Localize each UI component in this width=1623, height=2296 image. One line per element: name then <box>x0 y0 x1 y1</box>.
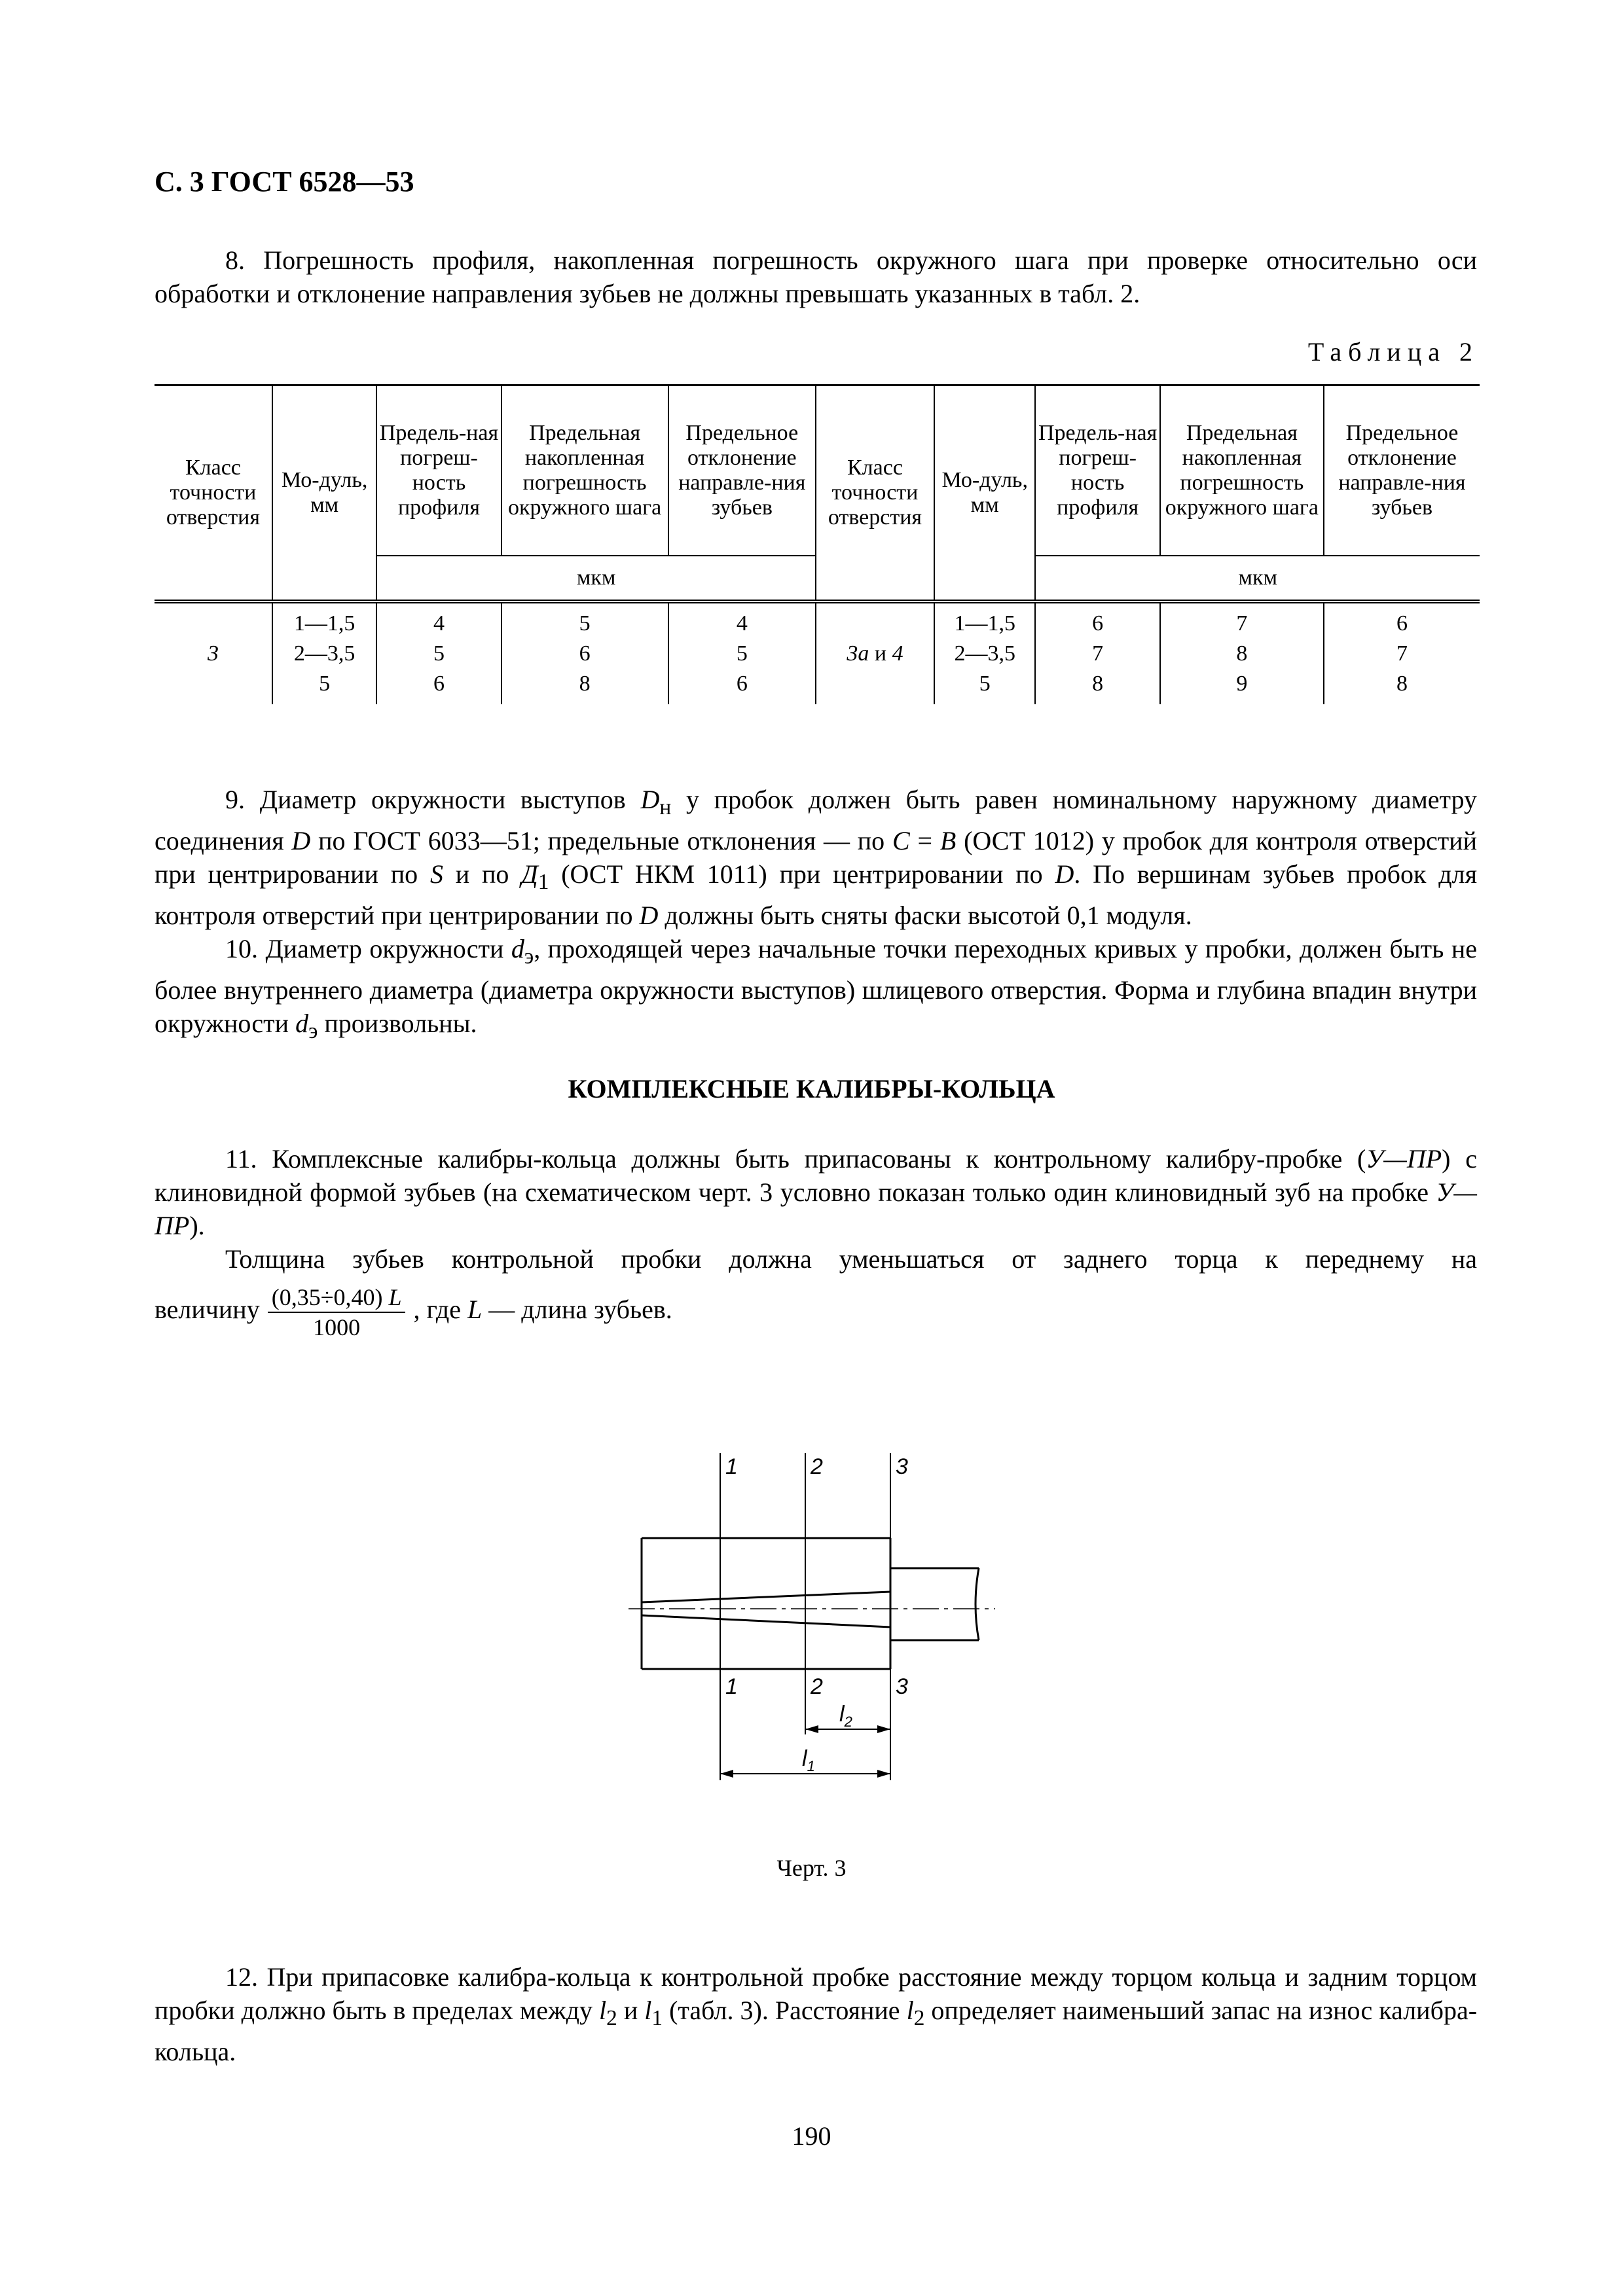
symbol: D <box>1055 859 1074 889</box>
label-l1 <box>802 1746 815 1774</box>
header-pitch: Предельная накопленная погрешность окружного шага <box>501 386 668 556</box>
paragraph-11b-text: Толщина зубьев контрольной пробки должна уменьшаться от заднего торца к переднему на <box>225 1244 1477 1274</box>
text: , где <box>413 1295 467 1325</box>
header-direction-2: Предельное отклонение направле-ния зубьев <box>1324 386 1480 556</box>
subscript: н <box>659 795 672 819</box>
subscript: 2 <box>606 2006 617 2030</box>
symbol: d <box>295 1009 309 1038</box>
subscript: 2 <box>844 1713 852 1730</box>
label-1-top: 1 <box>725 1454 738 1479</box>
table-row <box>155 601 1480 704</box>
text: (табл. 3). Расстояние <box>663 1996 907 2025</box>
paragraph-11 <box>155 1142 1477 1276</box>
symbol: l <box>644 1996 652 2025</box>
numerator <box>268 1283 406 1313</box>
text: ) с клиновидной формой зубьев (на схематическом черт. 3 условно показан только один клиновидный зуб на пробке <box>155 1144 1477 1207</box>
cell: 1—1,5 <box>293 611 356 636</box>
text: = <box>909 826 940 855</box>
class-part: 3а <box>847 641 869 666</box>
text: . По вершинам зубьев пробок для контроля отверстий при центрировании по <box>155 859 1477 930</box>
label-2-bottom: 2 <box>811 1674 823 1699</box>
header-module-2: Мо-дуль, мм <box>934 386 1036 602</box>
tooth-lower-line <box>642 1615 890 1627</box>
plug-break-line <box>976 1568 979 1640</box>
symbol: l <box>802 1746 807 1771</box>
cell: 7 <box>1396 641 1408 666</box>
cell: 2—3,5 <box>293 641 356 666</box>
paragraph-12-text <box>155 1960 1477 2068</box>
cell: 8 <box>1396 672 1408 696</box>
cell: 8 <box>1092 672 1104 696</box>
cell: 9 <box>1236 672 1248 696</box>
text: и <box>617 1996 645 2025</box>
module-values <box>272 601 376 704</box>
pitch-values-2 <box>1160 601 1324 704</box>
symbol: C <box>892 826 910 855</box>
direction-values <box>668 601 816 704</box>
paragraph-9 <box>155 783 1477 1048</box>
text: произвольны. <box>318 1009 477 1038</box>
tooth-upper-line <box>642 1592 890 1602</box>
label-3-top: 3 <box>896 1454 908 1479</box>
header-module: Мо-дуль, мм <box>272 386 376 602</box>
subscript: 1 <box>807 1758 815 1774</box>
cell: 6 <box>579 641 591 666</box>
cell: 7 <box>1236 611 1248 636</box>
arrow-l2-right <box>877 1725 890 1733</box>
header-profile-2: Предель-ная погреш-ность профиля <box>1035 386 1159 556</box>
symbol: D <box>291 826 311 855</box>
cell: 1—1,5 <box>954 611 1015 636</box>
text: , проходящей через начальные точки переходных кривых у пробки, должен быть не более внутреннего диаметра (диаметра окружности выступов) шлицевого отверстия. Форма и глубина впадин внутри окружности <box>155 934 1477 1038</box>
direction-values-2 <box>1324 601 1480 704</box>
fraction <box>268 1283 406 1342</box>
subscript: э <box>308 1019 318 1043</box>
cell: 5 <box>736 641 748 666</box>
cell: 2—3,5 <box>954 641 1015 666</box>
formula <box>155 1283 672 1342</box>
subscript: э <box>524 944 534 969</box>
text: (ОСТ 1012) у пробок для контроля отверстий при центрировании по <box>155 826 1477 889</box>
paragraph-10-text <box>155 932 1477 1048</box>
symbol: L <box>388 1284 402 1310</box>
header-direction: Предельное отклонение направле-ния зубьев <box>668 386 816 556</box>
cell: 8 <box>1236 641 1248 666</box>
module-values-2 <box>934 601 1036 704</box>
header-class: Класс точности отверстия <box>155 386 272 602</box>
label-l2 <box>839 1702 852 1730</box>
text: определяет наименьший запас на износ калибра-кольца. <box>155 1996 1478 2066</box>
text: ). <box>189 1211 205 1240</box>
profile-values <box>376 601 501 704</box>
cell: 4 <box>433 611 445 636</box>
cell: 6 <box>433 672 445 696</box>
symbol: D <box>639 901 659 930</box>
page-header: С. 3 ГОСТ 6528—53 <box>155 166 414 198</box>
symbol: d <box>511 934 524 963</box>
subscript: 1 <box>651 2006 663 2030</box>
header-pitch-2: Предельная накопленная погрешность окружного шага <box>1160 386 1324 556</box>
symbol: Д <box>521 859 538 889</box>
symbol: У—ПР <box>155 1177 1477 1240</box>
symbol: l <box>906 1996 914 2025</box>
cell: 5 <box>579 611 591 636</box>
cell: 7 <box>1092 641 1104 666</box>
text: 11. Комплексные калибры-кольца должны быть припасованы к контрольному калибру-пробке ( <box>225 1144 1366 1174</box>
cell: 5 <box>979 672 991 696</box>
table-2 <box>155 384 1480 704</box>
profile-values-2 <box>1035 601 1159 704</box>
paragraph-9-text <box>155 783 1477 932</box>
paragraph-12 <box>155 1960 1477 2068</box>
label-1-bottom: 1 <box>725 1674 738 1699</box>
paragraph-8-text: 8. Погрешность профиля, накопленная погрешность окружного шага при проверке относительно оси обработки и отклонение направления зубьев не должны превышать указанных в табл. 2. <box>155 245 1477 308</box>
paragraph-11-text <box>155 1142 1477 1242</box>
subscript: 2 <box>913 2006 925 2030</box>
symbol: У—ПР <box>1366 1144 1442 1174</box>
cell: 4 <box>736 611 748 636</box>
class-part: и <box>869 641 892 666</box>
cell: 6 <box>1092 611 1104 636</box>
arrow-l1-left <box>720 1770 733 1778</box>
page-number: 190 <box>792 2121 831 2151</box>
cell: 8 <box>579 672 591 696</box>
header-profile: Предель-ная погреш-ность профиля <box>376 386 501 556</box>
unit-label-2: мкм <box>1035 556 1480 601</box>
formula-prefix: величину <box>155 1295 260 1325</box>
symbol: l <box>599 1996 607 2025</box>
text: и по <box>443 859 522 889</box>
cell: 6 <box>1396 611 1408 636</box>
text: 10. Диаметр окружности <box>225 934 511 963</box>
cell: 6 <box>736 672 748 696</box>
text: по ГОСТ 6033—51; предельные отклонения — по <box>310 826 892 855</box>
text: (ОСТ НКМ 1011) при центрировании по <box>549 859 1055 889</box>
symbol: B <box>939 826 957 855</box>
text: должны быть сняты фаски высотой 0,1 модуля. <box>658 901 1192 930</box>
subscript: 1 <box>538 870 549 894</box>
class-value: 3 <box>155 601 272 704</box>
text: у пробок должен быть равен номинальному наружному диаметру соединения <box>155 785 1477 855</box>
header-class-2: Класс точности отверстия <box>816 386 934 602</box>
class-part: 4 <box>892 641 903 666</box>
text: (0,35÷0,40) <box>271 1284 389 1310</box>
pitch-values <box>501 601 668 704</box>
symbol: l <box>839 1702 845 1727</box>
arrow-l2-left <box>805 1725 818 1733</box>
cell: 5 <box>319 672 331 696</box>
text: — длина зубьев. <box>482 1295 672 1325</box>
section-title: КОМПЛЕКСНЫЕ КАЛИБРЫ-КОЛЬЦА <box>568 1074 1055 1103</box>
symbol: D <box>640 785 660 814</box>
unit-label: мкм <box>376 556 816 601</box>
label-3-bottom: 3 <box>896 1674 908 1699</box>
figure-caption: Черт. 3 <box>776 1855 847 1881</box>
symbol: S <box>429 859 443 889</box>
denominator: 1000 <box>313 1314 361 1340</box>
text: 12. При припасовке калибра-кольца к контрольной пробке расстояние между торцом кольца и задним торцом пробки должно быть в пределах между <box>155 1962 1477 2025</box>
arrow-l1-right <box>877 1770 890 1778</box>
drawing-3 <box>622 1440 1015 1806</box>
cell: 5 <box>433 641 445 666</box>
table-label: Таблица 2 <box>1307 337 1479 367</box>
paragraph-8 <box>155 243 1477 310</box>
label-2-top: 2 <box>811 1454 823 1479</box>
text: 9. Диаметр окружности выступов <box>225 785 641 814</box>
class-value-2 <box>816 601 934 704</box>
symbol: L <box>467 1295 483 1325</box>
